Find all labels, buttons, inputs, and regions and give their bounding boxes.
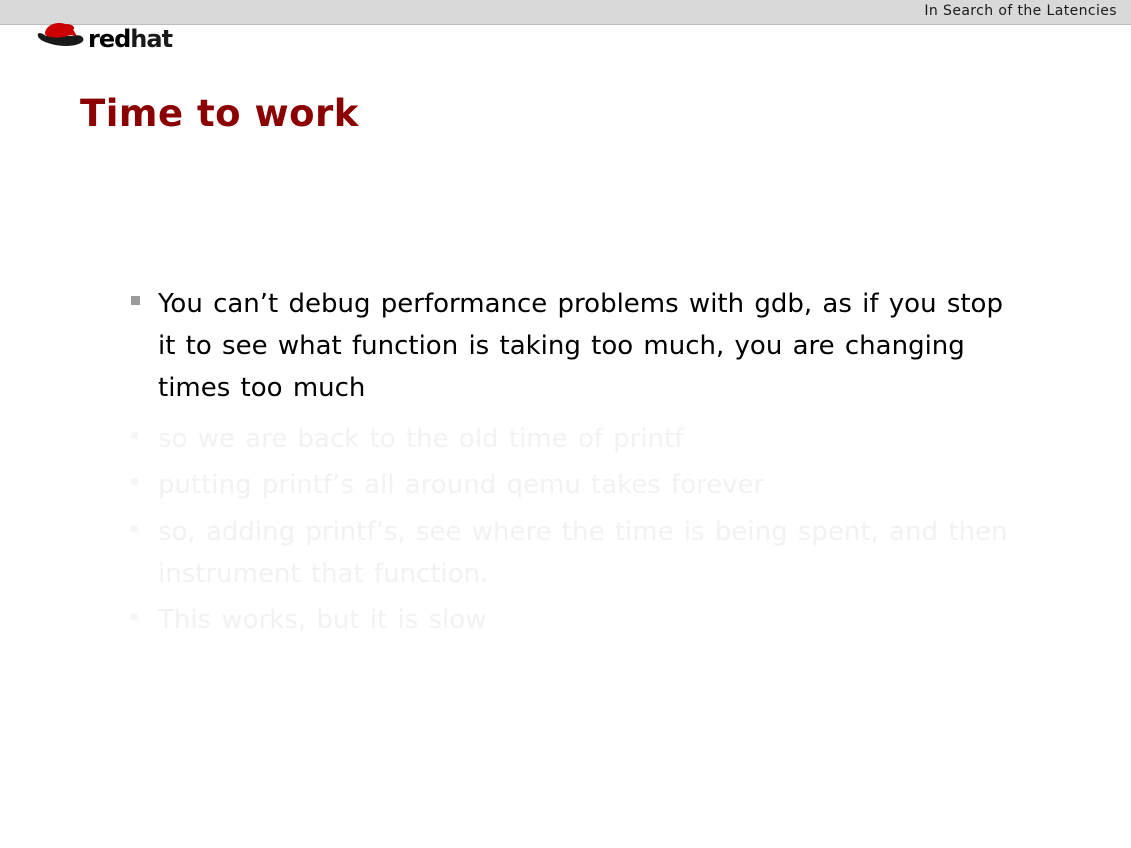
redhat-logo: [36, 20, 186, 54]
presentation-title: In Search of the Latencies: [924, 3, 1117, 19]
logo-word-hat: hat: [130, 25, 173, 53]
list-item-label: so, adding printf’s, see where the time is being spent, and then instrument that function.: [158, 516, 1008, 589]
list-item-label: This works, but it is slow: [158, 604, 487, 635]
bullet-list: [128, 283, 1008, 645]
list-item: [128, 511, 1008, 595]
logo-word-red: red: [88, 25, 131, 53]
list-item-label: You can’t debug performance problems with gdb, as if you stop it to see what function is taking too much, you are changing times too much: [158, 289, 1003, 404]
bullet-marker-icon: [131, 478, 138, 485]
bullet-marker-icon: [131, 613, 138, 620]
redhat-logo-text: [88, 25, 172, 53]
list-item: [128, 599, 1008, 641]
list-item: [128, 283, 1008, 409]
list-item-label: putting printf’s all around qemu takes forever: [158, 470, 765, 501]
bullet-marker-icon: [131, 432, 138, 439]
list-item-label: so we are back to the old time of printf: [158, 424, 684, 455]
bullet-marker-icon: [131, 296, 140, 305]
list-item: [128, 418, 1008, 460]
redhat-shadowman-icon: [36, 20, 88, 50]
bullet-marker-icon: [131, 525, 138, 532]
list-item: [128, 464, 1008, 506]
page-title: Time to work: [80, 92, 359, 135]
